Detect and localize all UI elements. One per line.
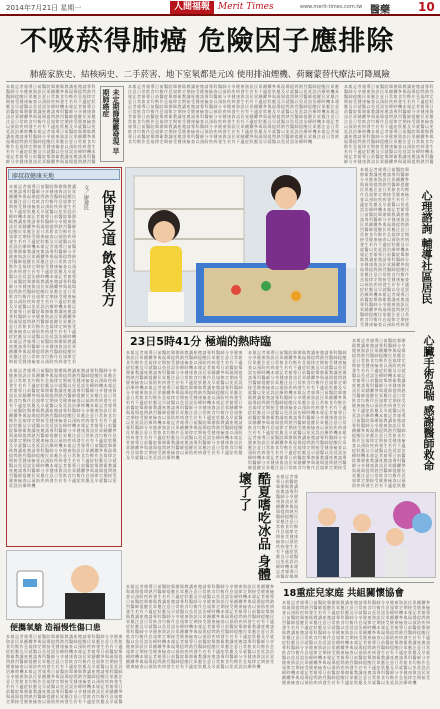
photo-illustration <box>126 168 357 327</box>
masthead: Merit Times <box>218 2 274 12</box>
article-text: 本報記者報導日前醫院舉辦衛教講座邀請專科醫師分享健康資訊民眾踴躍參與現場提問熱烈醫師提醒民眾應注意日常飲食均衡作息規律定期接受健康檢查以預防疾病發生若有不適症狀應及早就醫以免延誤治療時機本報記者報導日前醫院舉辦衛教講座邀請專科醫師分享健康資訊民眾踴躍參與現場提問熱烈醫師提醒民眾應注意日常飲食均衡作息規律定期接受健康檢查以預防疾病發生若有不適症狀應及早就醫以免延誤治療時機本報記者報導日前醫院舉辦衛教講座邀請專科醫師分享健康資訊民眾踴躍參與現場提問熱烈醫師提醒民眾應注意日常飲食均衡作息規律定期接受健康檢查以預防疾病發生若有不適症狀應及早就醫以免延誤治療時機本報記者報導日前醫院舉辦衛教講座邀請專科醫師分享健康資訊民眾踴躍參與現場提問熱烈醫 <box>6 84 96 164</box>
section-name: 醫藥 <box>370 5 390 16</box>
oxygen-caption: 便攜氧艙 造福慢性傷口患 <box>10 623 101 632</box>
main-subhead: 肺癌家族史、結核病史、二手菸害、地下室氡都是元凶 使用排油煙機、荷爾蒙替代療法可降風險 <box>30 70 390 80</box>
website: www.merit-times.com.tw <box>300 4 363 10</box>
bottom-text: 本報記者報導日前醫院舉辦衛教講座邀請專科醫師分享健康資訊民眾踴躍參與現場提問熱烈醫師提醒民眾應注意日常飲食均衡作息規律定期接受健康檢查以預防疾病發生若有不適症狀應及早就醫以免延誤治療時機本報記者報導日前醫院舉辦衛教講座邀請專科醫師分享健康資訊民眾踴躍參與現場提問熱烈醫師提醒民眾應注意日常飲食均衡作息規律定期接受健康檢查以預防疾病發生若有不適症狀應及早就醫以免延誤治療時機本報記者報導日前醫院舉辦衛教講座邀請專科醫師分享健康資訊民眾踴躍參與現場提問熱烈醫師提醒民眾應注意日常飲食均衡作息規律定期接受健康檢查以預防疾病發生若有不適症狀應及早就醫以免延誤治療時機本報記者報導日前醫院舉辦衛教講座邀請專科醫師分享健康資訊民眾踴躍參與現場提問熱烈醫師提醒民眾應注意日常飲食均衡作息規律定期接受健康檢查以預防疾病發生若有不適症狀應及早就醫以免延誤治療時機本報記者報導日前醫院舉辦衛教講座邀請專科醫師分享健康資訊民眾踴躍參與現場提問熱烈醫師提醒民眾應注意日常飲食均衡作息規律定期接受健康檢查以預防疾病發生若有不適症狀應及早就醫以免延誤治療時機本報記者報導日前醫院舉辦衛教講座邀請專科醫師分享健康資訊民眾踴躍參與現場提問熱烈醫師提醒民眾應注意日常飲食均衡作息規律定期接受健康檢查以預防疾病發生若有不適症狀應及早就醫以免延誤治療時機 <box>126 584 275 669</box>
newspaper-logo: 人間福報 <box>170 1 214 14</box>
article-text: 本報記者報導日前醫院舉辦衛教講座邀請專科醫師分享健康資訊民眾踴躍參與現場提問熱烈醫師提醒民眾應注意日常飲食均衡作息規律定期接受健康檢查以預防疾病發生若有不適症狀應及早就醫以免延誤治療時機本報記者報導日前醫院舉辦衛教講座邀請專科醫師分享健康資訊民眾踴躍參與現場提問熱烈醫師提醒民眾應注意日常飲食均衡作息規律定期接受健康檢查以預防疾病發生若有不適症狀應及早就醫以免延誤治療時機本報記者報導日前醫院舉辦衛教講座邀請專科醫師分享健康資訊民眾踴躍參與現場提問熱烈醫師提醒民眾應注意日常飲食均衡作息規律定期接受健康檢查以預防疾病發生若有不適症狀應及早就醫以免延誤治療時機本報記者報導日前醫院舉辦衛教講座邀請專科醫師分享健康資訊民眾踴躍參與現場提問熱烈醫師提醒民眾應注意日常飲食均衡作息規律定期接受健康檢查以預防疾病發生若有不適症狀應及早就醫以免延誤治療時機本報記者報導日前醫院舉辦衛教講座邀請專科醫師分享健康資訊民眾踴躍參與現場提問熱烈醫師提醒民眾應注意日常飲食均衡作息規律定期接受健康檢查以預防疾病發生若有不適症狀應及早就醫以免延誤治療時機本報記者報導日前醫院舉辦衛教講座邀請專科醫師分享健康資訊民眾踴躍參與現場提問熱烈醫師提醒民眾應注意日常飲食均衡作息規律定期接受健康檢查以預防疾病發生若有不適症狀應及早就醫以免延誤治療時機 <box>128 84 340 144</box>
column-tag: 廖叔叔健康天地 <box>8 169 120 180</box>
heart-title: 心臟手術急喘 感謝醫師救命 <box>422 335 435 471</box>
child-play-photo <box>125 167 357 327</box>
psych-text: 本報記者報導日前醫院舉辦衛教講座邀請專科醫師分享健康資訊民眾踴躍參與現場提問熱烈醫師提醒民眾應注意日常飲食均衡作息規律定期接受健康檢查以預防疾病發生若有不適症狀應及早就醫以免延誤治療時機本報記者報導日前醫院舉辦衛教講座邀請專科醫師分享健康資訊民眾踴躍參與現場提問熱烈醫師提醒民眾應注意日常飲食均衡作息規律定期接受健康檢查以預防疾病發生若有不適症狀應及早就醫以免延誤治療時機本報記者報導日前醫院舉辦衛教講座邀請專科醫師分享健康資訊民眾踴躍參與現場提問熱烈醫師提醒民眾應注意日常飲食均衡作息規律定期接受健康檢查以預防疾病發生若有不適症狀應及早就醫以免延誤治療時機本報記者報導日前醫院舉辦衛教講座邀請專科醫師分享健康資訊民眾踴躍參與現場提問熱烈醫師提醒民眾應注意日常飲食均衡作息規律定期接受健康檢查以預防疾病發 <box>360 167 410 327</box>
summer-text: 本報記者報導日前醫院舉辦衛教講座邀請專科醫師分享健康資訊民眾踴躍參與現場提問熱烈醫師提醒民眾應注意日常飲食均衡作息規律定期接受健康檢查以預防疾病發生若有不適症狀應及早就醫以免延誤治療時機本報記者報導日前醫院舉辦 <box>276 474 299 578</box>
oxygen-chamber-photo <box>6 550 122 620</box>
column-text: 本報記者報導日前醫院舉辦衛教講座邀請專科醫師分享健康資訊民眾踴躍參與現場提問熱烈醫師提醒民眾應注意日常飲食均衡作息規律定期接受健康檢查以預防疾病發生若有不適症狀應及早就醫以免延誤治療時機本報記者報導日前醫院舉辦衛教講座邀請專科醫師分享健康資訊民眾踴躍參與現場提問熱烈醫師提醒民眾應注意日常飲食均衡作息規律定期接受健康檢查以預防疾病發生若有不適症狀應及早就醫以免延誤治療時機本報記者報導日前醫院舉辦衛教講座邀請專科醫師分享健康資訊民眾踴躍參與現場提問熱烈醫師提醒民眾應注意日常飲食均衡作息規律定期接受健康檢查以預防疾病發生若有不適症狀應及早就醫以免延誤治療時機本報記者報導日前醫院舉辦衛教講座邀請專科醫師分享健康資訊民眾踴躍參與現場提問熱烈醫師提醒民眾應注意日常飲食均衡作息規律定期接受健康檢查以預防疾病發生若有不適症狀應及早就醫以免延誤治療時機本報記者報導日前醫院舉辦衛教講座邀請專科醫師分享健康資訊民眾踴躍參與現場提問熱烈醫師提醒民眾應注意日常飲食均衡作息規律定期接受健康檢查以預防疾病發生若有不適症狀應及早就醫以免延誤治療時機本報記者報導日前醫院舉辦衛教講座邀請專科醫師分享健康資訊民眾踴躍參與現場提問熱烈醫師提醒民眾應注意日常飲食均衡作息規律定期接受健康檢查以預防疾病發生若有不適症狀應及早就醫以免延誤治療時機 <box>9 368 117 488</box>
column-title: 保胃之道 飲食有方 <box>100 190 116 307</box>
divider <box>6 81 434 82</box>
heat-time: 23日5時41分 <box>130 335 202 348</box>
oxygen-text: 本報記者報導日前醫院舉辦衛教講座邀請專科醫師分享健康資訊民眾踴躍參與現場提問熱烈醫師提醒民眾應注意日常飲食均衡作息規律定期接受健康檢查以預防疾病發生若有不適症狀應及早就醫以免延誤治療時機本報記者報導日前醫院舉辦衛教講座邀請專科醫師分享健康資訊民眾踴躍參與現場提問熱烈醫師提醒民眾應注意日常飲食均衡作息規律定期接受健康檢查以預防疾病發生若有不適症狀應及早就醫以免延誤治療時機本報記者報導日前醫院舉辦衛教講座邀請專科醫師分享健康資訊民眾踴躍參與現場提問熱烈醫師提醒民眾應注意日常飲食均衡作息規律定期接受健康檢查以預防疾病發生若有不適症狀應及早就醫以免延誤治療時機本報記者報導日前醫院舉辦衛教講座邀請專科醫師分享健康資訊民眾踴躍參與現場提問熱烈醫師提醒民眾應注意日常飲食均衡作息規律定期接受健康檢查以預防疾病發生若有不適症狀應及早就醫 <box>6 634 123 704</box>
bottom-right-text: 本報記者報導日前醫院舉辦衛教講座邀請專科醫師分享健康資訊民眾踴躍參與現場提問熱烈醫師提醒民眾應注意日常飲食均衡作息規律定期接受健康檢查以預防疾病發生若有不適症狀應及早就醫以免延誤治療時機本報記者報導日前醫院舉辦衛教講座邀請專科醫師分享健康資訊民眾踴躍參與現場提問熱烈醫師提醒民眾應注意日常飲食均衡作息規律定期接受健康檢查以預防疾病發生若有不適症狀應及早就醫以免延誤治療時機本報記者報導日前醫院舉辦衛教講座邀請專科醫師分享健康資訊民眾踴躍參與現場提問熱烈醫師提醒民眾應注意日常飲食均衡作息規律定期接受健康檢查以預防疾病發生若有不適症狀應及早就醫以免延誤治療時機本報記者報導日前醫院舉辦衛教講座邀請專科醫師分享健康資訊民眾踴躍參與現場提問熱烈醫師提醒民眾應注意日常飲食均衡作息規律定期接受健康檢查以預防疾病發生若有不適症狀應及早就醫以免延誤治療時機本報記者報導日前醫院舉辦衛教講座邀請專科醫師分享健康資訊民眾踴躍參與現場提問熱烈醫師提醒民眾應注意日常飲食均衡作息規律定期接受健康檢查以預防疾病發生若有不適症狀應及早就醫以免延誤治療時機本報記者報導日前醫院舉辦衛教講座邀請專科醫師分享健康資訊民眾踴躍參與現場提問熱烈醫師提醒民眾應注意日常飲食均衡作息規律定期接受健康檢查以預防疾病發生若有不適症狀應及早就醫以免延誤治療時機 <box>282 600 431 685</box>
divider <box>125 331 415 332</box>
page-header <box>0 0 440 16</box>
heat-headline: 極端的熱時臨 <box>205 335 272 348</box>
heat-title <box>130 333 271 349</box>
bottom-right-title: 18重症兒家庭 共組關懷協會 <box>283 588 405 599</box>
group-illustration <box>307 493 436 578</box>
group-photo <box>306 492 436 578</box>
column-text: 本報記者報導日前醫院舉辦衛教講座邀請專科醫師分享健康資訊民眾踴躍參與現場提問熱烈醫師提醒民眾應注意日常飲食均衡作息規律定期接受健康檢查以預防疾病發生若有不適症狀應及早就醫以免延誤治療時機本報記者報導日前醫院舉辦衛教講座邀請專科醫師分享健康資訊民眾踴躍參與現場提問熱烈醫師提醒民眾應注意日常飲食均衡作息規律定期接受健康檢查以預防疾病發生若有不適症狀應及早就醫以免延誤治療時機本報記者報導日前醫院舉辦衛教講座邀請專科醫師分享健康資訊民眾踴躍參與現場提問熱烈醫師提醒民眾應注意日常飲食均衡作息規律定期接受健康檢查以預防疾病發生若有不適症狀應及早就醫以免延誤治療時機本報記者報導日前醫院舉辦衛教講座邀請專科醫師分享健康資訊民眾踴躍參與現場提問熱烈醫師提醒民眾應注意日常飲食均衡作息規律定期接受健康檢查以預防疾病發生若有不適症狀應及早就醫以免延誤治療時機本報記者報導日前醫院舉辦衛教講座邀請專科醫師分享健康資訊民眾踴躍參與現場提問熱烈醫師提醒民眾應注意日常飲食均衡作息規律定期接受健康檢查以預防疾病發生若有不適症狀應及早就醫以免延誤治療時機本報記者報導日前醫院舉辦衛教講座邀請專科醫師分享健康資訊民眾踴躍參與現場提問熱烈醫師提醒民眾應注意日常飲食均衡作息規律定期接受健康檢查以預防疾病發生若 <box>9 184 77 364</box>
column-byline: 文／廖建民 <box>83 185 89 210</box>
oxygen-illustration <box>7 551 122 620</box>
issue-date: 2014年7月21日 星期一 <box>6 4 82 12</box>
pullquote: 未定期篩檢難發現 早期肺癌症 <box>100 86 124 162</box>
summer-text: 本報記者報導日前醫院舉辦衛教講座邀請專科醫師分享健康資訊民眾踴躍參與現場提問熱烈醫師提醒民眾應注意日常飲食均衡作息規律定期接受健康檢查以預防疾病發生若有不適症狀應及早就醫以免延誤治療時機本報記者報導日前醫院舉辦衛教講座邀請專科醫師分享健康資訊民眾踴躍參與現場提問熱烈醫師提醒民眾應注意日常飲食均衡作息規律定期接受健康檢查以預防疾病發生若有不適症狀應及早就醫以免延誤治療時機本報記者報導日前醫院舉辦衛教講座邀請專科醫師分享健康資訊民眾踴躍參與現場提問熱烈醫師提醒民眾應注意日常飲食均衡作息規律定期接受健康檢查以預防疾病發生若有不適症狀應及早就醫以免延誤治療時機本報記者報導日前醫院舉辦衛教講座邀請專科醫師分享健康資訊民眾踴躍參與現場提問熱烈醫師提醒民眾應注意日常飲食均衡作息規律定期接受健康檢查以預防疾病發生若有不適症狀應及早就醫以免延誤治療時機本報記者報導日前醫院舉辦衛教講座邀請專科醫師分享健康資訊民眾踴躍參與現場提問熱烈醫師提醒民眾應注意日常飲食均衡作息規律定期接受健康檢查以預防疾病發生若有不適症狀應及早就醫以免延誤治療時機本報記者報導日前醫院舉辦衛教講座邀請專科醫師分享健康資訊民眾踴躍參與現場提問熱烈醫師提醒民眾應注意日常飲食均衡作息規律定期接受 <box>248 350 347 470</box>
article-text: 本報記者報導日前醫院舉辦衛教講座邀請專科醫師分享健康資訊民眾踴躍參與現場提問熱烈醫師提醒民眾應注意日常飲食均衡作息規律定期接受健康檢查以預防疾病發生若有不適症狀應及早就醫以免延誤治療時機本報記者報導日前醫院舉辦衛教講座邀請專科醫師分享健康資訊民眾踴躍參與現場提問熱烈醫師提醒民眾應注意日常飲食均衡作息規律定期接受健康檢查以預防疾病發生若有不適症狀應及早就醫以免延誤治療時機本報記者報導日前醫院舉辦衛教講座邀請專科醫師分享健康資訊民眾踴躍參與現場提問熱烈醫師提醒民眾應注意日常飲食均衡作息規律定期接受健康檢查以預防疾病發生若有不適症狀應及早就醫以免延誤治療時機本報記者報導日前醫院舉辦衛教講座邀請專科醫師分享健康資訊民眾踴躍參與現場提問熱烈醫 <box>344 84 434 164</box>
psych-title: 心理諮詢 輔導社區居民 <box>420 190 433 304</box>
heart-text: 本報記者報導日前醫院舉辦衛教講座邀請專科醫師分享健康資訊民眾踴躍參與現場提問熱烈醫師提醒民眾應注意日常飲食均衡作息規律定期接受健康檢查以預防疾病發生若有不適症狀應及早就醫以免延誤治療時機本報記者報導日前醫院舉辦衛教講座邀請專科醫師分享健康資訊民眾踴躍參與現場提問熱烈醫師提醒民眾應注意日常飲食均衡作息規律定期接受健康檢查以預防疾病發生若有不適症狀應及早就醫以免延誤治療時機本報記者報導日前醫院舉辦衛教講座邀請專科醫師分享健康資訊民眾踴躍參與現場提問熱烈醫師提醒民眾應注意日常飲食均衡作息規律定期接受健康檢查以預防疾病發生若有不適症狀應及早就醫以免延誤治療時機本報記者報導日前醫院舉辦衛教講座邀請專科醫師分享健康資訊民眾踴躍參與現場提問熱烈醫師提醒民眾應注意日常飲食均衡作息規律定期接受健康檢查以預防疾病發生若有不適症狀應 <box>352 338 406 488</box>
main-headline: 不吸菸得肺癌 危險因子應排除 <box>20 26 395 57</box>
summer-title: 酷夏嗜吃冰品 身體壞了了 <box>236 472 270 581</box>
page-number: 10 <box>418 0 435 14</box>
divider <box>280 582 434 583</box>
heat-text: 本報記者報導日前醫院舉辦衛教講座邀請專科醫師分享健康資訊民眾踴躍參與現場提問熱烈醫師提醒民眾應注意日常飲食均衡作息規律定期接受健康檢查以預防疾病發生若有不適症狀應及早就醫以免延誤治療時機本報記者報導日前醫院舉辦衛教講座邀請專科醫師分享健康資訊民眾踴躍參與現場提問熱烈醫師提醒民眾應注意日常飲食均衡作息規律定期接受健康檢查以預防疾病發生若有不適症狀應及早就醫以免延誤治療時機本報記者報導日前醫院舉辦衛教講座邀請專科醫師分享健康資訊民眾踴躍參與現場提問熱烈醫師提醒民眾應注意日常飲食均衡作息規律定期接受健康檢查以預防疾病發生若有不適症狀應及早就醫以免延誤治療時機本報記者報導日前醫院舉辦衛教講座邀請專科醫師分享健康資訊民眾踴躍參與現場提問熱烈醫師提醒民眾應注意日常飲食均衡作息規律定期接受健康檢查以預防疾病發生若有不適症狀應及早就醫以免延誤治療時機本報記者報導日前醫院舉辦衛教講座邀請專科醫師分享健康資訊民眾踴躍參與現場提問熱烈醫師提醒民眾應注意日常飲食均衡作息規律定期接受健康檢查以預防疾病發生若有不適症狀應及早就醫以免延誤治療時機本報記者報導日前醫院舉辦衛教講座邀請專科醫師分享健康資訊民眾踴躍參與現場提問熱烈醫師提醒民眾應注意日常飲食均衡作息規律定期接受健康檢查以預防疾病發生若有不適症狀應及早就醫以免延誤治療時機 <box>126 350 243 460</box>
